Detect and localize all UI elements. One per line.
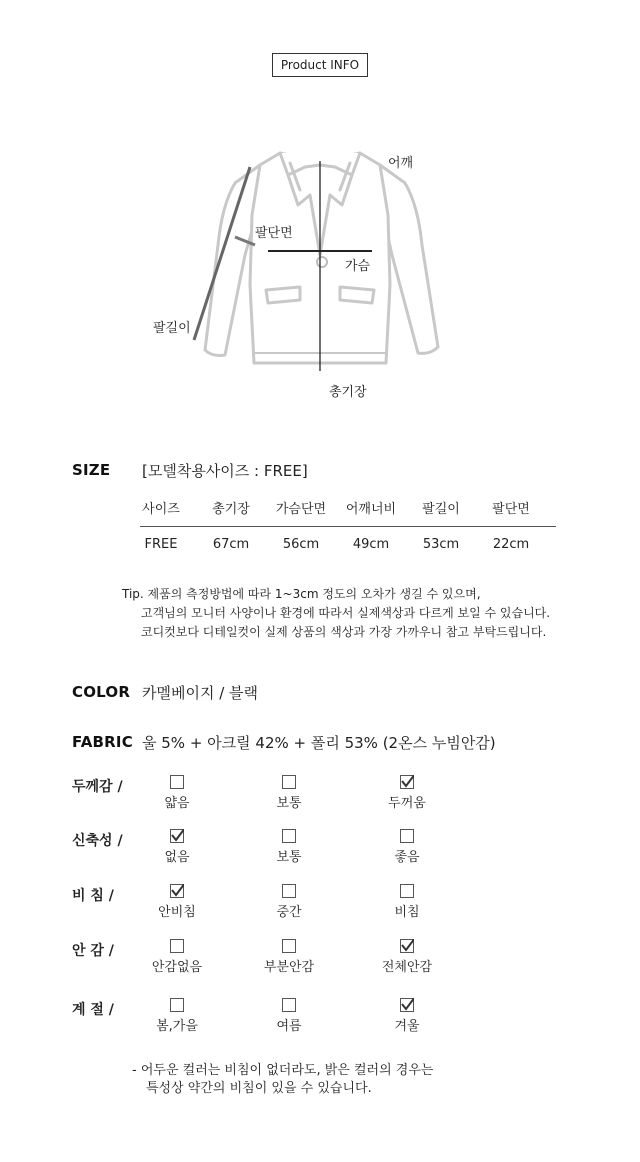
size-cell: FREE xyxy=(144,537,178,552)
size-table-row xyxy=(126,537,566,552)
checked-box-icon xyxy=(400,775,414,789)
sleeve-opening-label: 팔단면 xyxy=(255,226,293,241)
size-cell: 56cm xyxy=(282,537,320,552)
attribute-label: 두께감 / xyxy=(72,779,123,795)
attribute-option xyxy=(357,775,457,811)
size-cell: 53cm xyxy=(422,537,460,552)
size-header-cell: 총기장 xyxy=(212,502,250,517)
empty-box-icon xyxy=(282,884,296,898)
empty-box-icon xyxy=(282,829,296,843)
model-size-note: [모델착용사이즈 : FREE] xyxy=(142,462,308,480)
attribute-option xyxy=(127,998,227,1034)
tip-line-3: 코디컷보다 디테일컷이 실제 상품의 색상과 가장 가까우니 참고 부탁드립니다. xyxy=(141,625,547,639)
size-table xyxy=(126,498,566,517)
option-label: 안비침 xyxy=(158,905,196,920)
empty-box-icon xyxy=(170,998,184,1012)
size-header-cell: 팔길이 xyxy=(422,502,460,517)
size-table-divider xyxy=(140,526,556,527)
option-label: 없음 xyxy=(164,850,190,865)
empty-box-icon xyxy=(282,998,296,1012)
attribute-option xyxy=(239,775,339,811)
option-label: 얇음 xyxy=(164,796,190,811)
checked-box-icon xyxy=(170,884,184,898)
attribute-label: 신축성 / xyxy=(72,833,123,849)
sleeve-length-label: 팔길이 xyxy=(153,321,191,336)
attribute-option xyxy=(239,939,339,975)
size-header-cell: 어깨너비 xyxy=(345,502,397,517)
checked-box-icon xyxy=(400,998,414,1012)
size-table-header xyxy=(126,498,566,517)
tip-line-2: 고객님의 모니터 사양이나 환경에 따라서 실제색상과 다르게 보일 수 있습니다. xyxy=(141,606,551,620)
attribute-label: 계 절 / xyxy=(72,1002,114,1018)
option-label: 중간 xyxy=(276,905,302,920)
option-label: 부분안감 xyxy=(263,960,315,975)
button-icon xyxy=(317,257,327,267)
empty-box-icon xyxy=(170,939,184,953)
jacket-measurement-diagram xyxy=(150,135,450,405)
attribute-option xyxy=(127,939,227,975)
empty-box-icon xyxy=(282,939,296,953)
option-label: 두꺼움 xyxy=(388,796,426,811)
size-header-cell: 사이즈 xyxy=(142,502,180,517)
checked-box-icon xyxy=(170,829,184,843)
attribute-option xyxy=(239,884,339,920)
attribute-option xyxy=(357,884,457,920)
color-value: 카멜베이지 / 블랙 xyxy=(142,684,259,702)
footnote-line-2: 특성상 약간의 비침이 있을 수 있습니다. xyxy=(146,1081,372,1096)
size-header-cell: 가슴단면 xyxy=(275,502,327,517)
attribute-label: 비 침 / xyxy=(72,888,114,904)
size-cell: 49cm xyxy=(352,537,390,552)
footnote-line-1: - 어두운 컬러는 비침이 없더라도, 밝은 컬러의 경우는 xyxy=(132,1063,434,1078)
attribute-option xyxy=(357,829,457,865)
option-label: 좋음 xyxy=(394,850,420,865)
attribute-option xyxy=(357,939,457,975)
option-label: 안감없음 xyxy=(151,960,203,975)
size-heading: SIZE xyxy=(72,461,111,479)
option-label: 보통 xyxy=(276,796,302,811)
size-header-cell: 팔단면 xyxy=(492,502,530,517)
size-cell: 67cm xyxy=(212,537,250,552)
option-label: 비침 xyxy=(394,905,420,920)
total-length-label: 총기장 xyxy=(329,385,367,400)
empty-box-icon xyxy=(282,775,296,789)
size-cell: 22cm xyxy=(492,537,530,552)
product-info-badge: Product INFO xyxy=(272,53,368,77)
empty-box-icon xyxy=(400,829,414,843)
empty-box-icon xyxy=(170,775,184,789)
option-label: 봄,가을 xyxy=(156,1019,198,1034)
option-label: 보통 xyxy=(276,850,302,865)
attribute-option xyxy=(357,998,457,1034)
checked-box-icon xyxy=(400,939,414,953)
attribute-option xyxy=(239,829,339,865)
attribute-option xyxy=(127,775,227,811)
attribute-option xyxy=(127,884,227,920)
attribute-label: 안 감 / xyxy=(72,943,114,959)
fabric-heading: FABRIC xyxy=(72,733,133,751)
color-heading: COLOR xyxy=(72,683,131,701)
empty-box-icon xyxy=(400,884,414,898)
chest-label: 가슴 xyxy=(345,259,371,274)
attribute-option xyxy=(239,998,339,1034)
option-label: 여름 xyxy=(276,1019,302,1034)
option-label: 겨울 xyxy=(394,1019,420,1034)
option-label: 전체안감 xyxy=(381,960,433,975)
shoulder-label: 어깨 xyxy=(388,156,414,171)
tip-line-1: Tip. 제품의 측정방법에 따라 1~3cm 정도의 오차가 생길 수 있으며, xyxy=(122,587,481,601)
fabric-value: 울 5% + 아크릴 42% + 폴리 53% (2온스 누빔안감) xyxy=(142,734,496,752)
attribute-option xyxy=(127,829,227,865)
